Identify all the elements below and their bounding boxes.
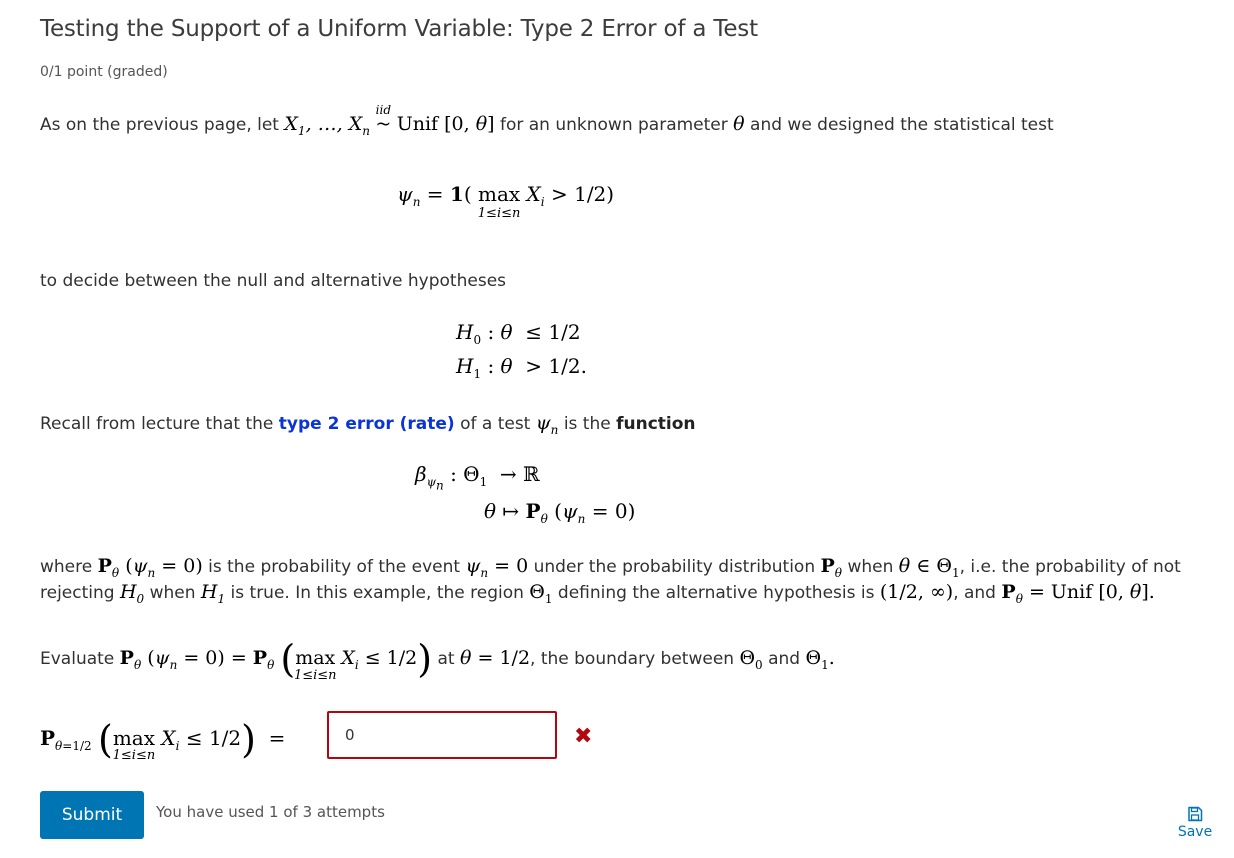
math-theta-in-theta1: θ ∈ $\Theta_1$ <box>898 555 960 580</box>
save-button[interactable] <box>1174 806 1216 840</box>
recall-paragraph <box>40 410 696 443</box>
math-test-definition: $\psi_n = 1$( max 1≤i≤n $X_i > 1/2$) <box>397 182 615 221</box>
answer-input[interactable] <box>327 711 557 759</box>
math-interval: (1/2, ∞) <box>879 581 954 603</box>
save-icon <box>1187 806 1203 822</box>
intro-middle: for an unknown parameter <box>499 115 728 135</box>
where-text-i: defining the alternative hypothesis is <box>557 583 875 603</box>
evaluate-and: and <box>768 649 801 669</box>
evaluate-at: at <box>437 649 455 669</box>
evaluate-boundary: , the boundary between <box>530 649 735 669</box>
math-p-theta: $P_\theta$ <box>820 555 843 580</box>
math-theta1-end: $\Theta_1$. <box>805 647 835 672</box>
math-event: $\psi_n = 0$ <box>465 555 529 580</box>
where-text-e: , i.e. the probability of not <box>959 557 1181 577</box>
math-alt-hypothesis: $H_1$ : θ > 1/2. <box>456 354 587 381</box>
hypotheses-intro: to decide between the null and alternative hypotheses <box>40 271 507 291</box>
math-theta-half: θ = 1/2 <box>460 647 531 669</box>
math-null-hypothesis: $H_0$ : θ ≤ 1/2 <box>456 320 581 347</box>
math-prob-psi-zero: $P_\theta$ $(\psi_n = 0)$ <box>97 555 203 580</box>
math-beta-map: $\beta_{\psi_n}$ : $\Theta_1$ → ℝ <box>415 462 540 493</box>
where-text-b: is the probability of the event <box>208 557 461 577</box>
math-evaluate-expression: $P_\theta$ $(\psi_n = 0) = P_\theta$ (max 1≤i≤n $X_i \le 1/2$) <box>119 637 433 683</box>
problem-title: Testing the Support of a Uniform Variable: Type 2 Error of a Test <box>40 16 758 42</box>
save-label: Save <box>1177 824 1213 840</box>
intro-suffix: and we designed the statistical test <box>750 115 1054 135</box>
submit-button[interactable]: Submit <box>40 791 144 839</box>
recall-middle: of a test <box>460 414 531 434</box>
evaluate-prefix: Evaluate <box>40 649 115 669</box>
intro-paragraph <box>40 103 1054 144</box>
where-line-2 <box>40 579 1155 612</box>
intro-prefix: As on the previous page, let <box>40 115 279 135</box>
where-text-f: rejecting <box>40 583 115 603</box>
incorrect-icon: ✖ <box>574 724 593 749</box>
math-unif: Unif [0, θ] <box>396 113 495 135</box>
where-text-a: where <box>40 557 93 577</box>
math-psi: $\psi_n$ <box>535 412 559 437</box>
evaluate-paragraph <box>40 637 835 683</box>
math-iid-sim: iid ~ <box>375 103 392 135</box>
math-answer-label: $P_{\theta=1/2}$ (max 1≤i≤n $X_i \le 1/2$) = <box>40 717 286 763</box>
math-theta: θ <box>733 113 745 135</box>
math-h0: $H_0$ <box>119 581 145 606</box>
where-text-c: under the probability distribution <box>533 557 816 577</box>
recall-prefix: Recall from lecture that the <box>40 414 274 434</box>
type2-term: type 2 error (rate) <box>278 414 455 434</box>
math-theta0: $\Theta_0$ <box>739 647 763 672</box>
math-h1: $H_1$ <box>200 581 226 606</box>
math-theta1: $\Theta_1$ <box>529 581 553 606</box>
math-p-unif: $P_\theta$ = Unif [0, θ]. <box>1001 581 1155 606</box>
math-beta-rule: θ ↦ $P_\theta$ $(\psi_n = 0)$ <box>484 499 636 526</box>
points-label: 0/1 point (graded) <box>40 64 168 80</box>
where-text-g: when <box>149 583 196 603</box>
attempts-text: You have used 1 of 3 attempts <box>156 803 385 821</box>
recall-middle2: is the <box>563 414 611 434</box>
where-text-d: when <box>847 557 894 577</box>
math-sample: $X_1$, …, $X_n$ <box>284 113 370 138</box>
function-term: function <box>616 414 696 434</box>
where-text-h: is true. In this example, the region <box>230 583 524 603</box>
where-text-j: , and <box>953 583 996 603</box>
